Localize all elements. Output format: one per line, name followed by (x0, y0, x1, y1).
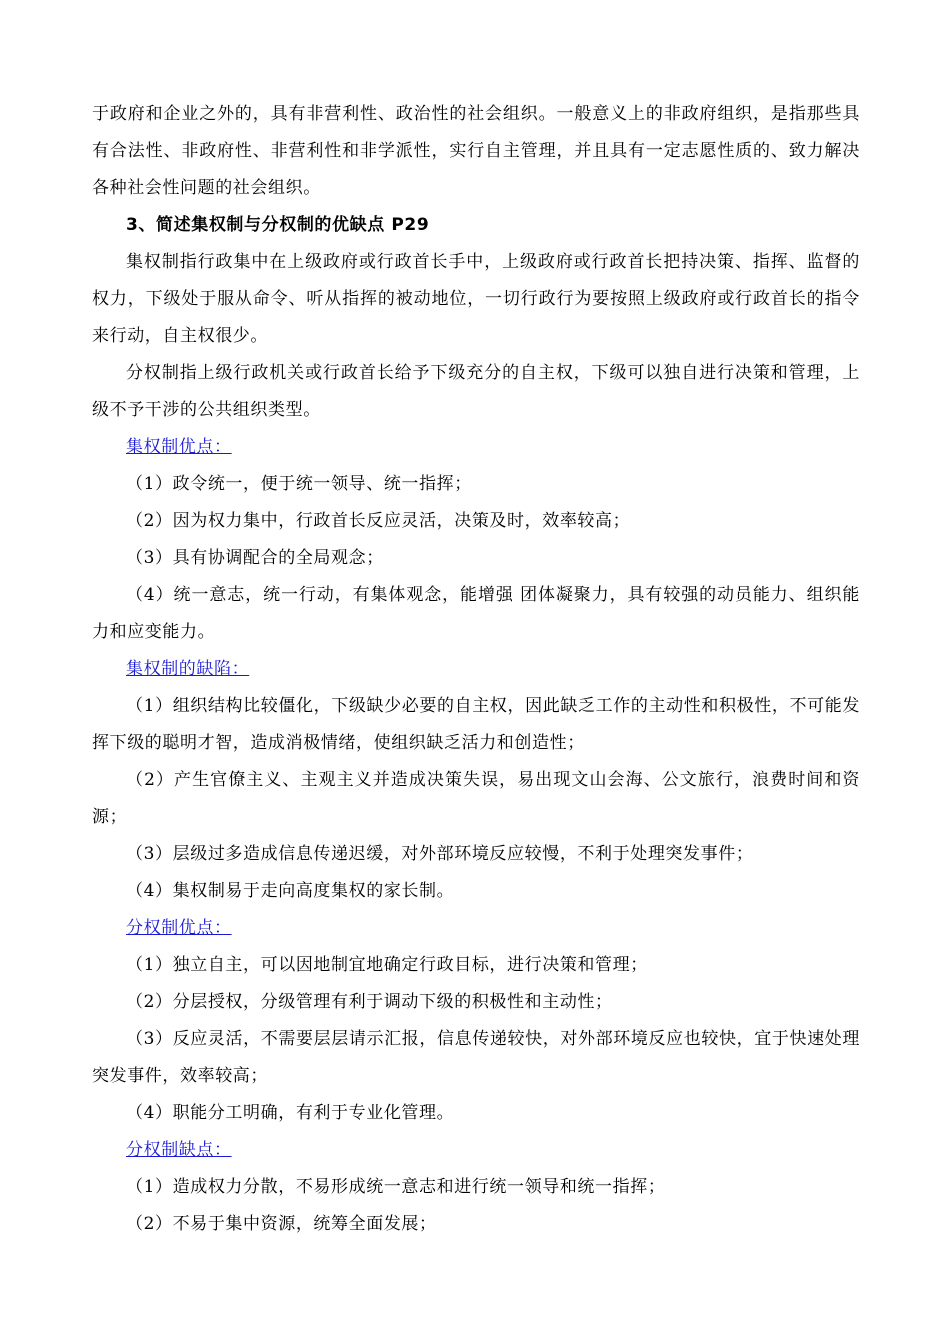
list-item: （1）组织结构比较僵化，下级缺少必要的自主权，因此缺乏工作的主动性和积极性，不可能发挥下级的聪明才智，造成消极情绪，使组织缺乏活力和创造性； (92, 696, 860, 753)
decentralization-pros-link[interactable]: 分权制优点： (126, 918, 232, 938)
intro-paragraph: 于政府和企业之外的，具有非营利性、政治性的社会组织。一般意义上的非政府组织，是指那些具有合法性、非政府性、非营利性和非学派性，实行自主管理，并且具有一定志愿性质的、致力解决各种社会性问题的社会组织。 (92, 104, 860, 198)
list-item: （4）职能分工明确，有利于专业化管理。 (126, 1103, 455, 1123)
centralization-cons-heading[interactable] (92, 651, 860, 688)
list-item: （1）政令统一，便于统一领导、统一指挥； (126, 474, 472, 494)
list-item: （2）不易于集中资源，统筹全面发展； (126, 1214, 437, 1234)
decentralization-cons-heading[interactable] (92, 1132, 860, 1169)
list-item: （1）造成权力分散，不易形成统一意志和进行统一领导和统一指挥； (126, 1177, 666, 1197)
section-heading: 3、简述集权制与分权制的优缺点 P29 (126, 215, 430, 235)
list-item: （1）独立自主，可以因地制宜地确定行政目标，进行决策和管理； (126, 955, 648, 975)
list-item: （4）统一意志，统一行动，有集体观念，能增强 团体凝聚力，具有较强的动员能力、组织能力和应变能力。 (92, 585, 860, 642)
centralization-pros-link[interactable]: 集权制优点： (126, 437, 232, 457)
list-item: （3）具有协调配合的全局观念； (126, 548, 384, 568)
list-item: （2）产生官僚主义、主观主义并造成决策失误，易出现文山会海、公文旅行，浪费时间和资源； (92, 770, 860, 827)
centralization-cons-link[interactable]: 集权制的缺陷： (126, 659, 250, 679)
list-item: （3）反应灵活，不需要层层请示汇报，信息传递较快，对外部环境反应也较快，宜于快速处理突发事件，效率较高； (92, 1029, 860, 1086)
centralization-definition: 集权制指行政集中在上级政府或行政首长手中，上级政府或行政首长把持决策、指挥、监督的权力，下级处于服从命令、听从指挥的被动地位，一切行政行为要按照上级政府或行政首长的指令来行动，自主权很少。 (92, 252, 860, 346)
decentralization-cons-link[interactable]: 分权制缺点： (126, 1140, 232, 1160)
decentralization-definition: 分权制指上级行政机关或行政首长给予下级充分的自主权，下级可以独自进行决策和管理，上级不予干涉的公共组织类型。 (92, 363, 860, 420)
list-item: （2）因为权力集中，行政首长反应灵活，决策及时，效率较高； (126, 511, 631, 531)
list-item: （2）分层授权，分级管理有利于调动下级的积极性和主动性； (126, 992, 613, 1012)
decentralization-pros-heading[interactable] (92, 910, 860, 947)
list-item: （4）集权制易于走向高度集权的家长制。 (126, 881, 455, 901)
centralization-pros-heading[interactable] (92, 429, 860, 466)
list-item: （3）层级过多造成信息传递迟缓，对外部环境反应较慢，不利于处理突发事件； (126, 844, 754, 864)
document-body (92, 96, 860, 1243)
